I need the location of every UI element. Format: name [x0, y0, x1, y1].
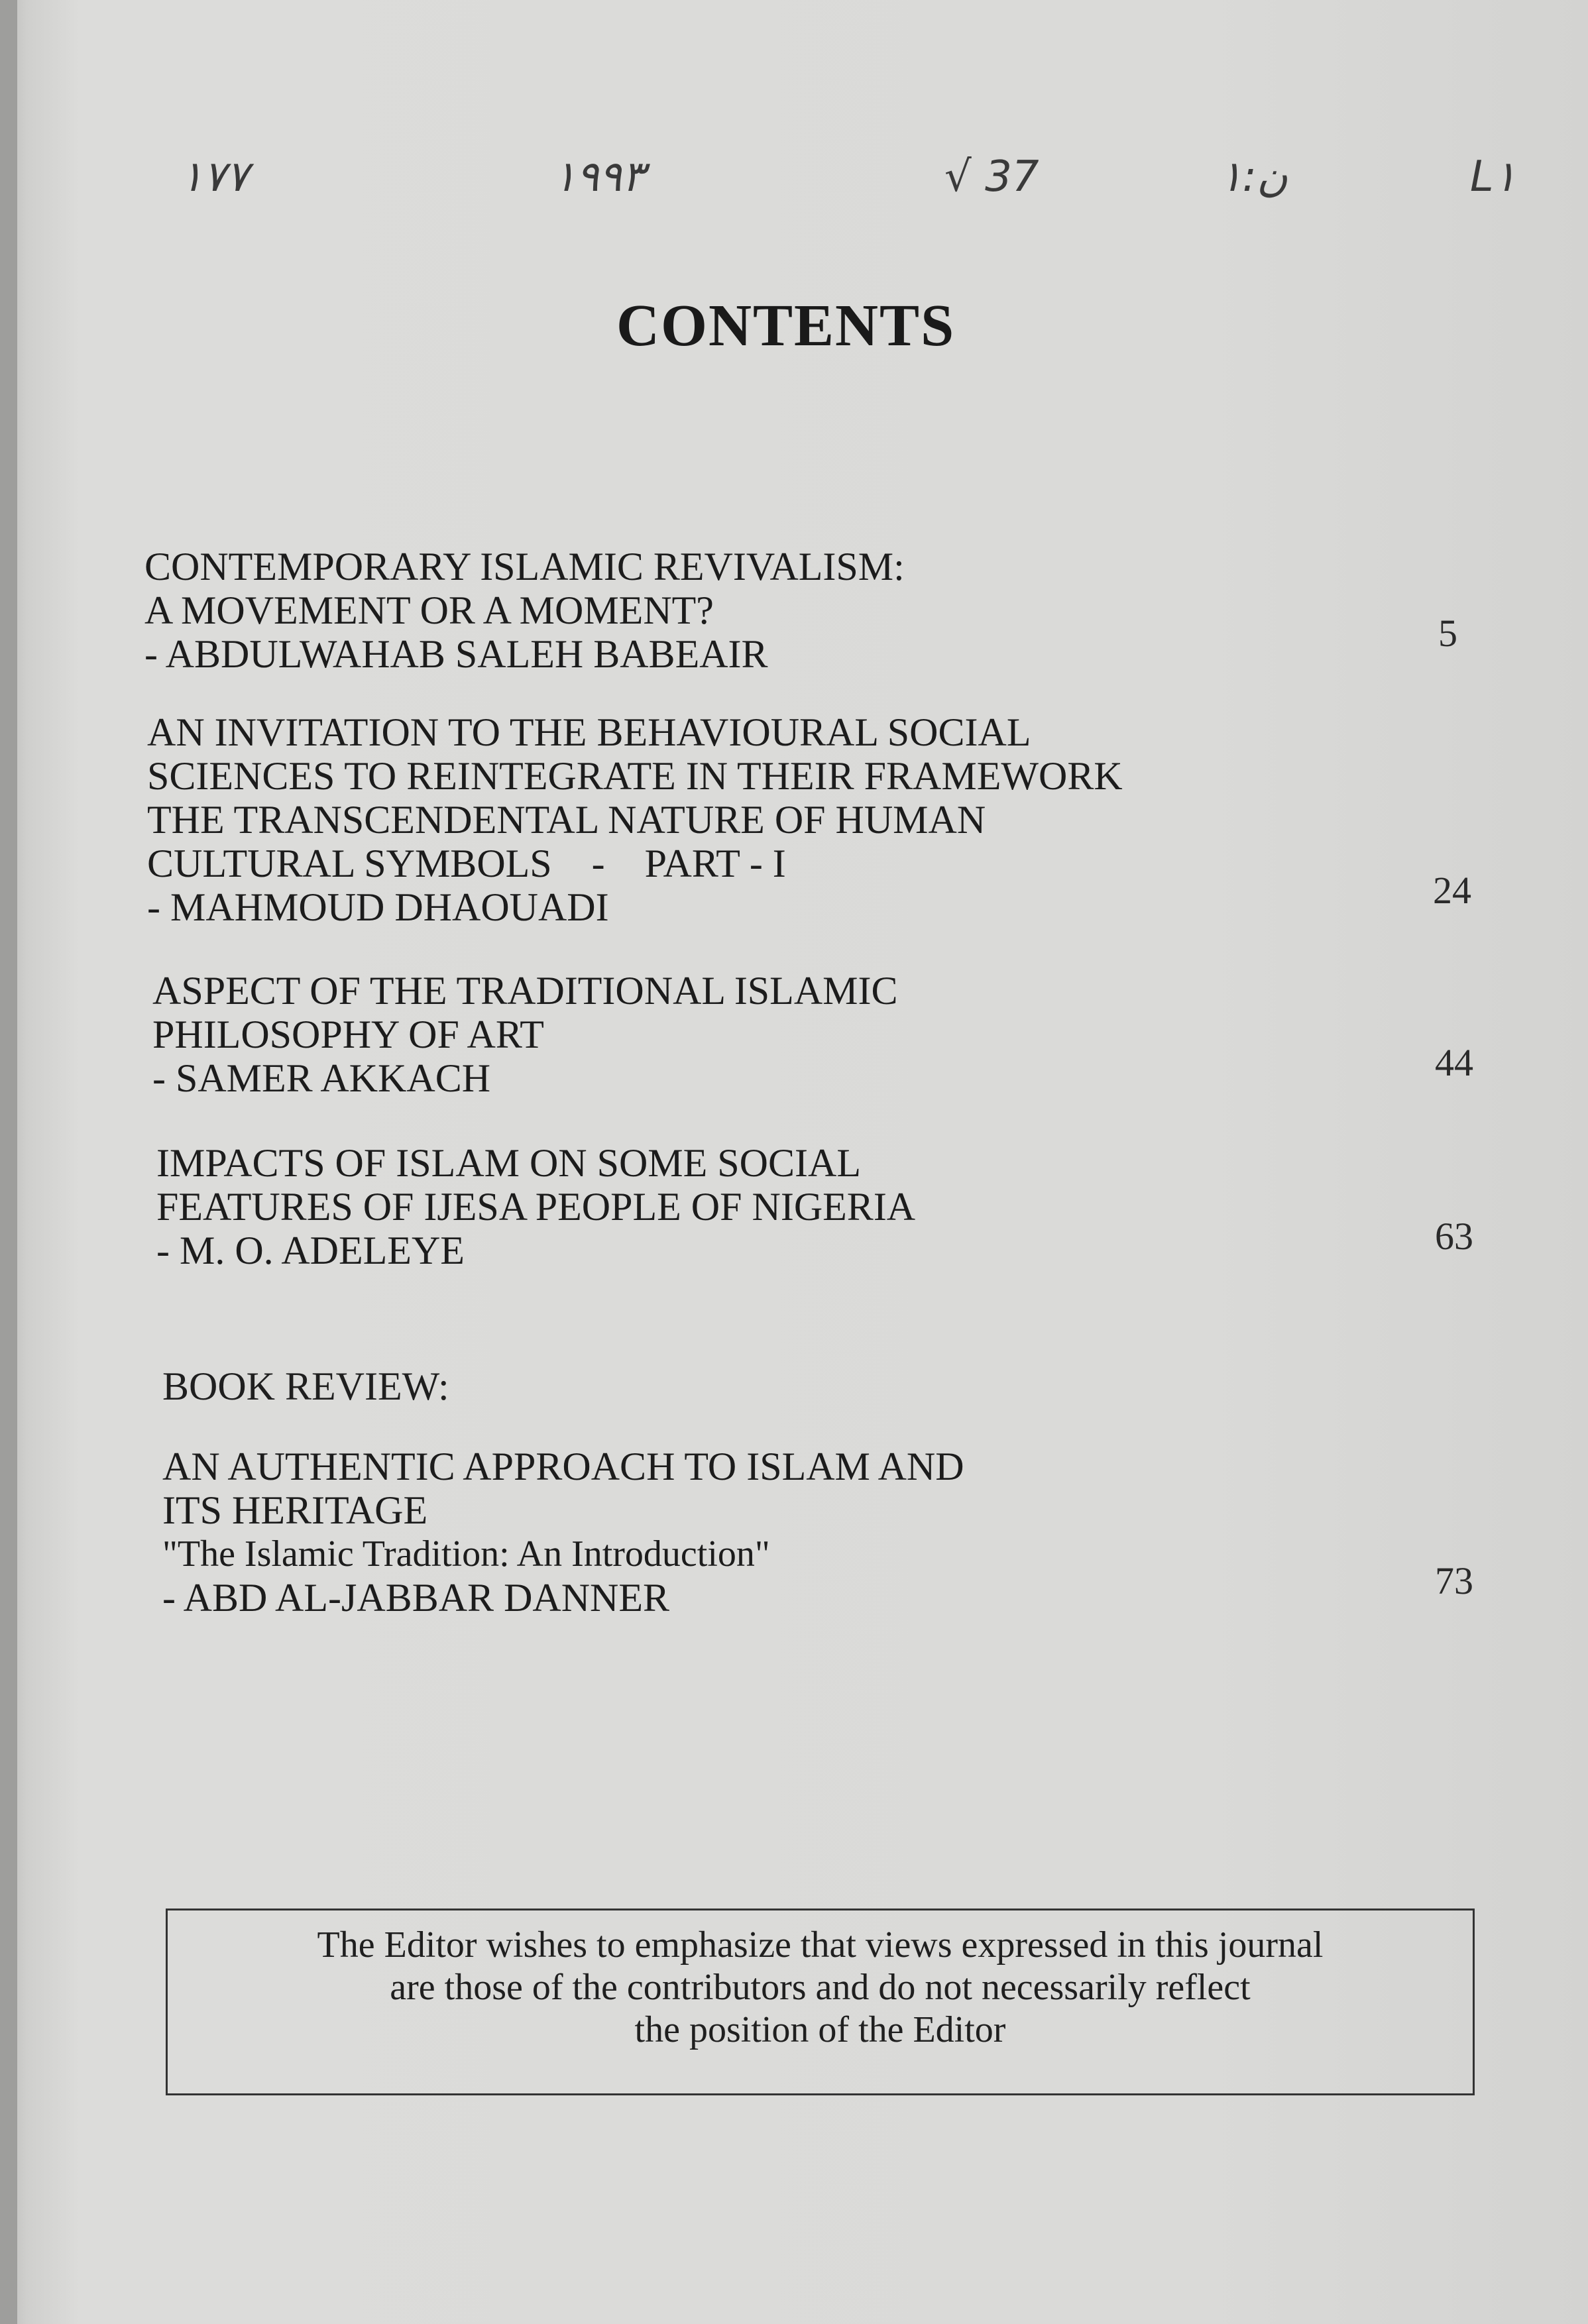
- toc-entry-1: [144, 545, 905, 676]
- entry-line: A MOVEMENT OR A MOMENT?: [144, 588, 714, 632]
- notice-line: The Editor wishes to emphasize that views expressed in this journal: [317, 1924, 1324, 1965]
- entry-author: - ABDULWAHAB SALEH BABEAIR: [144, 632, 768, 676]
- entry-author: - ABD AL-JABBAR DANNER: [162, 1576, 670, 1620]
- toc-entry-3: [152, 969, 898, 1100]
- toc-page-number-1: 5: [1438, 612, 1457, 655]
- toc-page-number-3: 44: [1435, 1041, 1473, 1084]
- notice-line: the position of the Editor: [634, 2009, 1006, 2050]
- book-review-entry: [162, 1445, 964, 1620]
- notice-line: are those of the contributors and do not necessarily reflect: [390, 1967, 1251, 2008]
- entry-line: SCIENCES TO REINTEGRATE IN THEIR FRAMEWORK: [147, 754, 1123, 798]
- toc-entry-4: [156, 1141, 915, 1272]
- contents-heading: CONTENTS: [616, 293, 956, 359]
- entry-author: - SAMER AKKACH: [152, 1056, 491, 1100]
- entry-author: - M. O. ADELEYE: [156, 1229, 465, 1272]
- book-review-heading: BOOK REVIEW:: [162, 1364, 449, 1408]
- handwritten-note-3: √ 37: [944, 152, 1039, 201]
- toc-page-number-5: 73: [1435, 1559, 1473, 1602]
- handwritten-note-1: ١٧٧: [180, 152, 249, 201]
- entry-line: AN AUTHENTIC APPROACH TO ISLAM AND: [162, 1445, 964, 1488]
- handwritten-note-2: ١٩٩٣: [553, 152, 645, 201]
- entry-line: CULTURAL SYMBOLS - PART - I: [147, 842, 786, 885]
- toc-page-number-2: 24: [1433, 869, 1471, 912]
- entry-line: ITS HERITAGE: [162, 1488, 428, 1532]
- entry-line: PHILOSOPHY OF ART: [152, 1013, 544, 1056]
- entry-line: AN INVITATION TO THE BEHAVIOURAL SOCIAL: [147, 710, 1031, 754]
- toc-entry-2: [147, 710, 1123, 929]
- entry-line: FEATURES OF IJESA PEOPLE OF NIGERIA: [156, 1185, 916, 1229]
- binding-edge: [0, 0, 17, 2324]
- entry-line: ASPECT OF THE TRADITIONAL ISLAMIC: [152, 969, 898, 1013]
- review-subtitle: "The Islamic Tradition: An Introduction": [162, 1533, 770, 1575]
- handwritten-note-5: L١: [1470, 152, 1517, 201]
- entry-author: - MAHMOUD DHAOUADI: [147, 885, 609, 929]
- entry-line: IMPACTS OF ISLAM ON SOME SOCIAL: [156, 1141, 861, 1185]
- entry-line: CONTEMPORARY ISLAMIC REVIVALISM:: [144, 545, 905, 588]
- toc-page-number-4: 63: [1435, 1215, 1473, 1258]
- editor-notice-box: [166, 1909, 1475, 2095]
- handwritten-note-4: ن:١: [1219, 152, 1288, 201]
- entry-line: THE TRANSCENDENTAL NATURE OF HUMAN: [147, 798, 986, 842]
